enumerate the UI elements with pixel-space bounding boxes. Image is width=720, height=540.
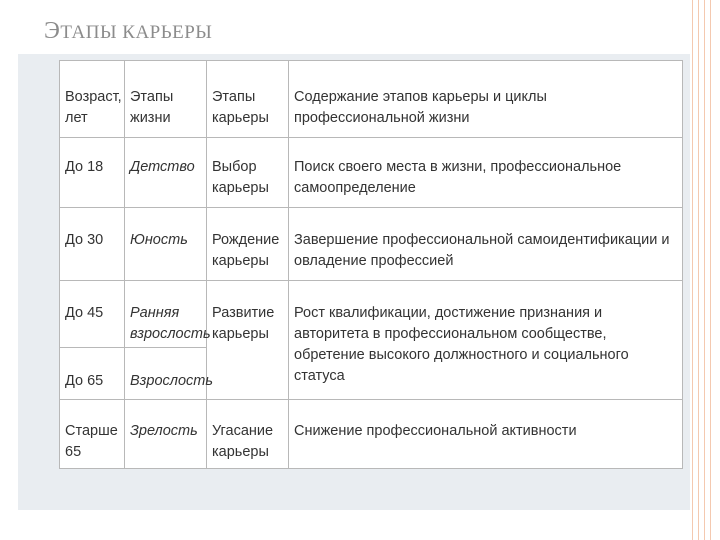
cell-content: Снижение профессиональной активности — [289, 400, 683, 469]
cell-age: До 30 — [60, 208, 125, 281]
table-row — [60, 138, 683, 208]
cell-content: Рост квалификации, достижение признания и авторитета в профессиональном сообществе, обретение высокого должностного и социального статуса — [289, 281, 683, 400]
cell-career-stage: Угасание карьеры — [207, 400, 289, 469]
header-content: Содержание этапов карьеры и циклы профессиональной жизни — [289, 61, 683, 138]
decor-line-4 — [710, 0, 711, 540]
cell-life-stage: Юность — [125, 208, 207, 281]
cell-career-stage: Рождение карьеры — [207, 208, 289, 281]
table-row — [60, 281, 683, 348]
cell-career-stage: Развитие карьеры — [207, 281, 289, 400]
cell-age: Старше 65 — [60, 400, 125, 469]
cell-age: До 65 — [60, 348, 125, 400]
career-stages-table — [59, 60, 683, 469]
cell-career-stage: Выбор карьеры — [207, 138, 289, 208]
cell-life-stage: Ранняя взрослость — [125, 281, 207, 348]
header-career-stage: Этапы карьеры — [207, 61, 289, 138]
cell-life-stage: Взрослость — [125, 348, 207, 400]
header-life-stage: Этапы жизни — [125, 61, 207, 138]
cell-content: Поиск своего места в жизни, профессиональное самоопределение — [289, 138, 683, 208]
cell-age: До 18 — [60, 138, 125, 208]
header-age: Возраст, лет — [60, 61, 125, 138]
cell-content: Завершение профессиональной самоидентификации и овладение профессией — [289, 208, 683, 281]
decor-line-1 — [692, 0, 693, 540]
cell-life-stage: Детство — [125, 138, 207, 208]
decor-line-2 — [698, 0, 699, 540]
cell-age: До 45 — [60, 281, 125, 348]
table-header-row — [60, 61, 683, 138]
slide-title: ЭТАПЫ КАРЬЕРЫ — [44, 18, 213, 44]
cell-life-stage: Зрелость — [125, 400, 207, 469]
table-row — [60, 208, 683, 281]
table-row — [60, 400, 683, 469]
decor-line-3 — [704, 0, 705, 540]
